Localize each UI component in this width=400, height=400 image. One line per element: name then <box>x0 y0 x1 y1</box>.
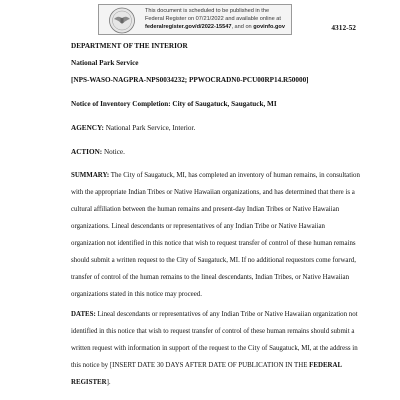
action-line <box>71 148 125 157</box>
federal-seal-icon <box>102 7 142 34</box>
stamp-line-3 <box>145 23 290 31</box>
summary-paragraph <box>71 167 361 303</box>
document-number: 4312-52 <box>331 23 356 32</box>
action-label: ACTION: <box>71 148 103 156</box>
action-text: Notice. <box>102 148 125 156</box>
service-heading: National Park Service <box>71 59 139 67</box>
govinfo-link[interactable]: govinfo.gov <box>253 24 285 31</box>
agency-label: AGENCY: <box>71 124 104 132</box>
stamp-and-on: , and on <box>231 24 254 31</box>
dates-label: DATES: <box>71 311 96 318</box>
dates-text: Lineal descendants or representatives of any Indian Tribe or Native Hawaiian organization not identified in this notice that wish to request transfer of control of these human remains should submit a written request with information in support of the request to the City of Saugatuck, MI, at the address in this notice by [INSERT DATE 30 DAYS AFTER DATE OF PUBLICATION IN THE <box>71 311 358 369</box>
notice-title: Notice of Inventory Completion: City of Saugatuck, Saugatuck, MI <box>71 100 277 108</box>
agency-line <box>71 124 195 133</box>
agency-text: National Park Service, Interior. <box>103 124 196 132</box>
federalregister-link[interactable]: federalregister.gov/d/2022-15547 <box>145 24 232 31</box>
dates-paragraph <box>71 306 361 391</box>
department-heading: DEPARTMENT OF THE INTERIOR <box>71 42 188 50</box>
stamp-text <box>145 7 290 32</box>
summary-label: SUMMARY: <box>71 172 110 179</box>
summary-text: The City of Saugatuck, MI, has completed an inventory of human remains, in consultation with the appropriate Indian Tribes or Native Hawaiian organizations, and has determined that there is a cultural affiliation between the human remains and present-day Indian Tribes or Native Hawaiian organizations. Lineal descendants or representatives of any Indian Tribe or Native Hawaiian organization not identified in this notice that wish to request transfer of control of these human remains should submit a written request to the City of Saugatuck, MI. If no additional requestors come forward, transfer of control of the human remains to the lineal descendants, Indian Tribes, or Native Hawaiian organizations stated in this notice may proceed. <box>71 172 360 298</box>
stamp-line-1: This document is scheduled to be published in the <box>145 8 270 14</box>
federal-register-stamp <box>98 4 292 35</box>
stamp-line-2: Federal Register on 07/21/2022 and available online at <box>145 16 281 23</box>
docket-number: [NPS-WASO-NAGPRA-NPS0034232; PPWOCRADN0-PCU00RP14.R50000] <box>71 76 309 84</box>
dates-federal-register: FEDERAL REGISTER <box>71 362 342 386</box>
dates-end: ]. <box>106 379 111 386</box>
